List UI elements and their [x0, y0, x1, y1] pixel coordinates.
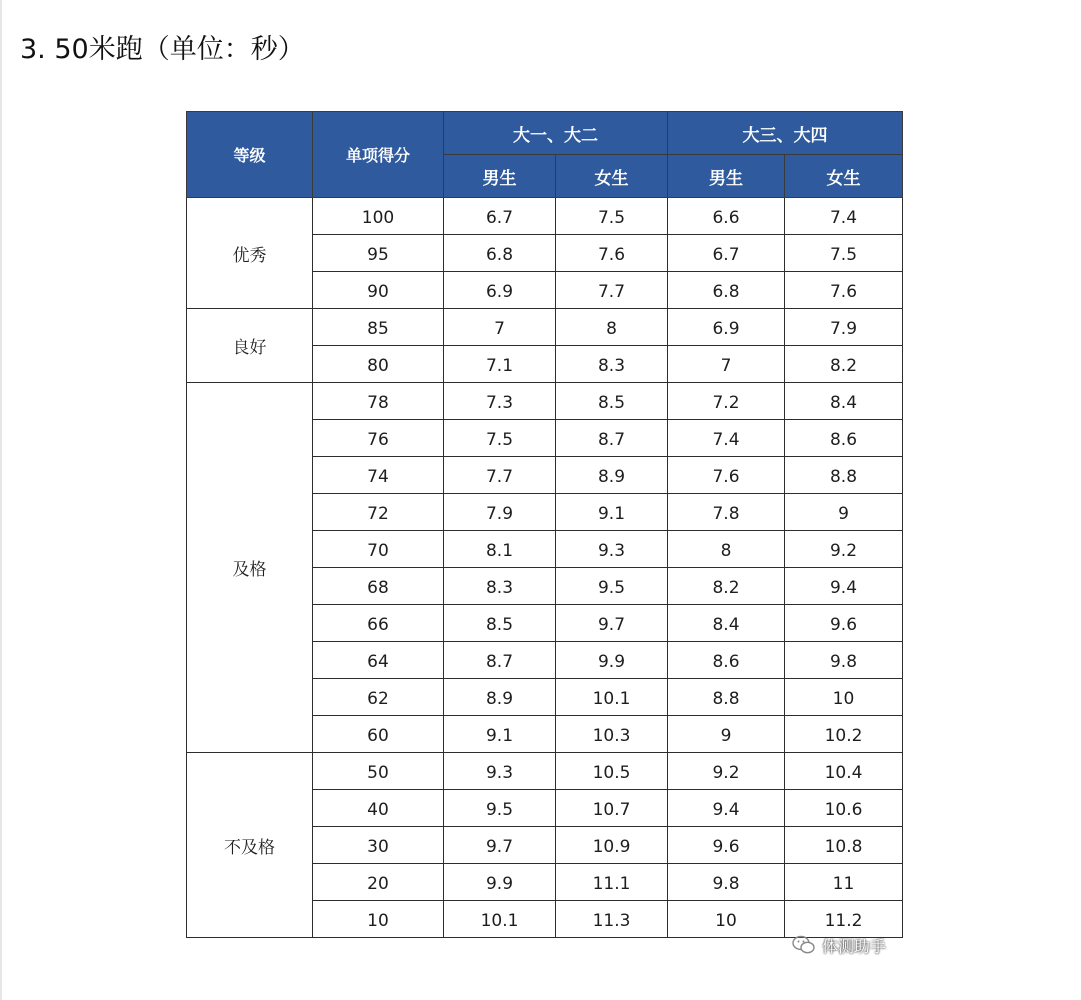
- watermark-text: 体测助手: [822, 936, 887, 956]
- g34-male-cell: 9.8: [668, 864, 785, 901]
- score-cell: 85: [313, 309, 444, 346]
- wechat-icon: [792, 935, 816, 955]
- g12-female-cell: 9.7: [556, 605, 668, 642]
- g34-female-cell: 9: [785, 494, 903, 531]
- g34-female-cell: 10.6: [785, 790, 903, 827]
- g12-male-cell: 9.7: [444, 827, 556, 864]
- g12-female-cell: 8.7: [556, 420, 668, 457]
- header-group-year-1-2: 大一、大二: [444, 112, 668, 155]
- watermark: [792, 932, 902, 958]
- g12-male-cell: 8.3: [444, 568, 556, 605]
- score-cell: 78: [313, 383, 444, 420]
- header-g34-female: 女生: [785, 155, 903, 198]
- g34-male-cell: 6.7: [668, 235, 785, 272]
- g34-male-cell: 8.4: [668, 605, 785, 642]
- g34-female-cell: 11.2: [785, 901, 903, 938]
- table-body: [187, 198, 903, 938]
- g34-male-cell: 8.8: [668, 679, 785, 716]
- grade-cell: 优秀: [187, 198, 313, 309]
- score-cell: 76: [313, 420, 444, 457]
- g12-male-cell: 6.9: [444, 272, 556, 309]
- g12-female-cell: 10.5: [556, 753, 668, 790]
- g34-male-cell: 8.6: [668, 642, 785, 679]
- g12-male-cell: 8.7: [444, 642, 556, 679]
- g34-female-cell: 9.4: [785, 568, 903, 605]
- g12-female-cell: 7.5: [556, 198, 668, 235]
- score-cell: 70: [313, 531, 444, 568]
- g34-male-cell: 6.9: [668, 309, 785, 346]
- g12-female-cell: 8: [556, 309, 668, 346]
- g12-female-cell: 10.7: [556, 790, 668, 827]
- g34-male-cell: 9: [668, 716, 785, 753]
- score-cell: 40: [313, 790, 444, 827]
- table-row: [187, 383, 903, 420]
- table-row: [187, 198, 903, 235]
- g34-female-cell: 7.4: [785, 198, 903, 235]
- g34-female-cell: 8.4: [785, 383, 903, 420]
- score-cell: 68: [313, 568, 444, 605]
- page-title: 3. 50米跑（单位：秒）: [20, 34, 305, 65]
- g12-male-cell: 7.1: [444, 346, 556, 383]
- g12-male-cell: 9.5: [444, 790, 556, 827]
- g34-male-cell: 9.6: [668, 827, 785, 864]
- g12-female-cell: 11.3: [556, 901, 668, 938]
- score-cell: 64: [313, 642, 444, 679]
- g12-male-cell: 8.5: [444, 605, 556, 642]
- g34-male-cell: 10: [668, 901, 785, 938]
- score-cell: 90: [313, 272, 444, 309]
- g34-female-cell: 9.2: [785, 531, 903, 568]
- page-left-border: [0, 0, 2, 1000]
- score-cell: 72: [313, 494, 444, 531]
- header-g12-female: 女生: [556, 155, 668, 198]
- g34-male-cell: 7.2: [668, 383, 785, 420]
- g34-female-cell: 10.2: [785, 716, 903, 753]
- grade-cell: 良好: [187, 309, 313, 383]
- g12-male-cell: 8.1: [444, 531, 556, 568]
- g34-female-cell: 8.8: [785, 457, 903, 494]
- g12-male-cell: 7.3: [444, 383, 556, 420]
- g12-female-cell: 8.5: [556, 383, 668, 420]
- score-cell: 80: [313, 346, 444, 383]
- table-row: [187, 309, 903, 346]
- g12-male-cell: 9.3: [444, 753, 556, 790]
- g34-male-cell: 8: [668, 531, 785, 568]
- g34-female-cell: 7.9: [785, 309, 903, 346]
- g12-male-cell: 6.7: [444, 198, 556, 235]
- g34-female-cell: 10.8: [785, 827, 903, 864]
- grade-cell: 及格: [187, 383, 313, 753]
- g34-male-cell: 7.6: [668, 457, 785, 494]
- score-cell: 50: [313, 753, 444, 790]
- g12-female-cell: 7.6: [556, 235, 668, 272]
- score-cell: 62: [313, 679, 444, 716]
- g12-female-cell: 9.3: [556, 531, 668, 568]
- g34-female-cell: 7.6: [785, 272, 903, 309]
- g12-female-cell: 9.9: [556, 642, 668, 679]
- g34-male-cell: 9.2: [668, 753, 785, 790]
- g12-female-cell: 8.3: [556, 346, 668, 383]
- g34-male-cell: 7.4: [668, 420, 785, 457]
- table-row: [187, 753, 903, 790]
- g12-male-cell: 7.5: [444, 420, 556, 457]
- g34-female-cell: 10: [785, 679, 903, 716]
- g12-female-cell: 8.9: [556, 457, 668, 494]
- score-table: [186, 111, 903, 938]
- score-cell: 30: [313, 827, 444, 864]
- g12-female-cell: 9.5: [556, 568, 668, 605]
- g34-female-cell: 8.6: [785, 420, 903, 457]
- grade-cell: 不及格: [187, 753, 313, 938]
- g34-female-cell: 10.4: [785, 753, 903, 790]
- g12-male-cell: 8.9: [444, 679, 556, 716]
- g12-female-cell: 10.1: [556, 679, 668, 716]
- g34-female-cell: 9.6: [785, 605, 903, 642]
- score-cell: 74: [313, 457, 444, 494]
- g12-female-cell: 10.3: [556, 716, 668, 753]
- g12-male-cell: 6.8: [444, 235, 556, 272]
- g12-male-cell: 9.1: [444, 716, 556, 753]
- header-grade: 等级: [187, 112, 313, 198]
- g34-female-cell: 7.5: [785, 235, 903, 272]
- g12-female-cell: 7.7: [556, 272, 668, 309]
- score-cell: 10: [313, 901, 444, 938]
- g34-male-cell: 7.8: [668, 494, 785, 531]
- g34-female-cell: 8.2: [785, 346, 903, 383]
- g34-male-cell: 8.2: [668, 568, 785, 605]
- header-score: 单项得分: [313, 112, 444, 198]
- g34-male-cell: 9.4: [668, 790, 785, 827]
- table-header: [187, 112, 903, 198]
- g12-female-cell: 11.1: [556, 864, 668, 901]
- g12-male-cell: 9.9: [444, 864, 556, 901]
- g12-female-cell: 9.1: [556, 494, 668, 531]
- g34-female-cell: 11: [785, 864, 903, 901]
- g34-male-cell: 7: [668, 346, 785, 383]
- g12-male-cell: 7: [444, 309, 556, 346]
- score-cell: 20: [313, 864, 444, 901]
- header-g34-male: 男生: [668, 155, 785, 198]
- header-g12-male: 男生: [444, 155, 556, 198]
- g34-male-cell: 6.6: [668, 198, 785, 235]
- g12-female-cell: 10.9: [556, 827, 668, 864]
- score-cell: 95: [313, 235, 444, 272]
- g34-female-cell: 9.8: [785, 642, 903, 679]
- g12-male-cell: 10.1: [444, 901, 556, 938]
- score-cell: 100: [313, 198, 444, 235]
- score-cell: 60: [313, 716, 444, 753]
- g12-male-cell: 7.7: [444, 457, 556, 494]
- g34-male-cell: 6.8: [668, 272, 785, 309]
- score-cell: 66: [313, 605, 444, 642]
- g12-male-cell: 7.9: [444, 494, 556, 531]
- header-group-year-3-4: 大三、大四: [668, 112, 903, 155]
